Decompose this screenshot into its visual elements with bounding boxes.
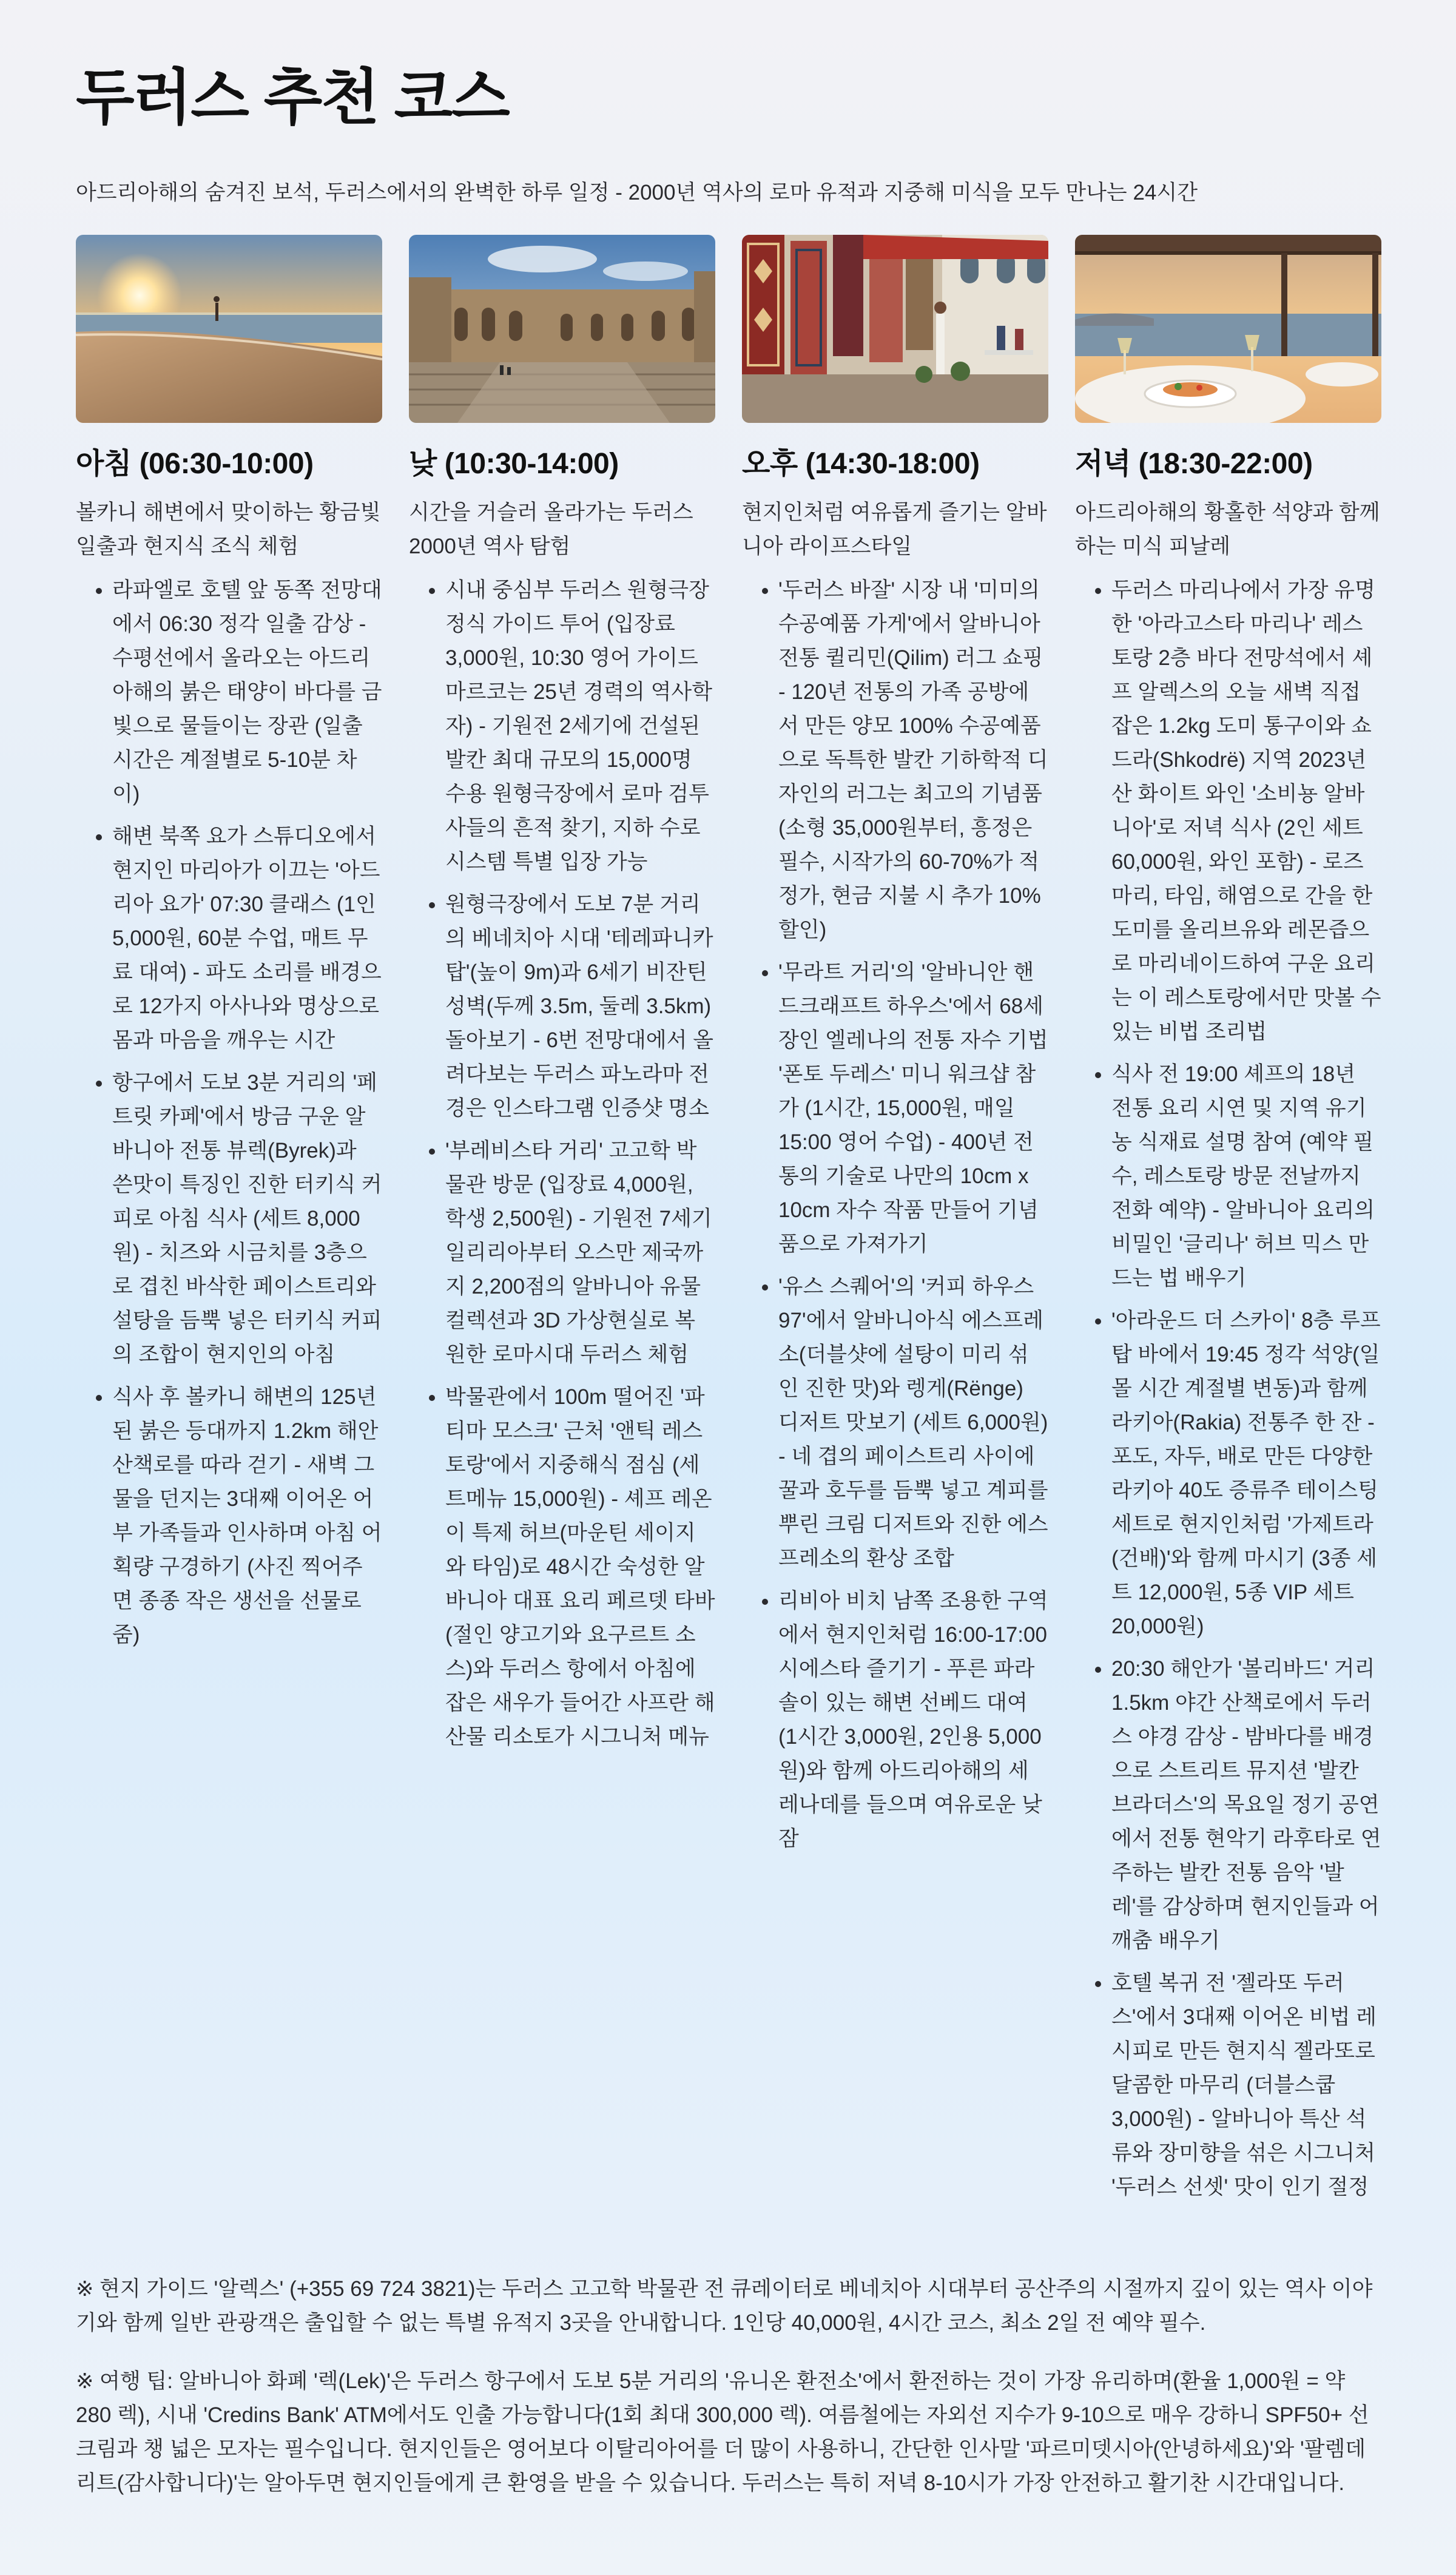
list-item: • '아라운드 더 스카이' 8층 루프탑 바에서 19:45 정각 석양(일몰 시간 계절별 변동)과 함께 라키아(Rakia) 전통주 한 잔 - 포도, 자두, 배로 만든 다양한 라키아 40도 증류주 테이스팅 세트로 현지인처럼 '가제트라(건배)'와 함께 마시기 (3종 세트 12,000원, 5종 VIP 세트 20,000원)	[1111, 1304, 1381, 1644]
list-item: • 20:30 해안가 '볼리바드' 거리 1.5km 야간 산책로에서 두러스 야경 감상 - 밤바다를 배경으로 스트리트 뮤지션 '발칸 브라더스'의 목요일 정기 공연에서 전통 현악기 라후타로 연주하는 발칸 전통 음악 '발레'를 감상하며 현지인들과 어깨춤 배우기	[1111, 1652, 1381, 1958]
list-item: • 식사 후 볼카니 해변의 125년 된 붉은 등대까지 1.2km 해안 산책로를 따라 걷기 - 새벽 그물을 던지는 3대째 이어온 어부 가족들과 인사하며 아침 어획량 구경하기 (사진 찍어주면 종종 작은 생선을 선물로 줌)	[112, 1380, 382, 1652]
page-title: 두러스 추천 코스	[76, 64, 509, 132]
afternoon-column	[742, 235, 1048, 2213]
itinerary-columns	[76, 235, 1380, 2213]
list-item: • 식사 전 19:00 셰프의 18년 전통 요리 시연 및 지역 유기농 식재료 설명 참여 (예약 필수, 레스토랑 방문 전날까지 전화 예약) - 알바니아 요리의 비밀인 '글리나' 허브 믹스 만드는 법 배우기	[1111, 1058, 1381, 1295]
afternoon-lead: 현지인처럼 여유롭게 즐기는 알바니아 라이프스타일	[742, 501, 1047, 558]
list-item: • 박물관에서 100m 떨어진 '파티마 모스크' 근처 '앤틱 레스토랑'에서 지중해식 점심 (세트메뉴 15,000원) - 셰프 레온이 특제 허브(마운틴 세이지와 타임)로 48시간 숙성한 알바니아 대표 요리 페르뎃 타바(절인 양고기와 요구르트 소스)와 두러스 항에서 아침에 잡은 새우가 들어간 사프란 해산물 리소토가 시그니처 메뉴	[445, 1380, 715, 1754]
page-subtitle: 아드리아해의 숨겨진 보석, 두러스에서의 완벽한 하루 일정 - 2000년 역사의 로마 유적과 지중해 미식을 모두 만나는 24시간	[76, 181, 1198, 204]
travel-tip-note: ※ 여행 팁: 알바니아 화폐 '렉(Lek)'은 두러스 항구에서 도보 5분 거리의 '유니온 환전소'에서 환전하는 것이 가장 유리하며(환율 1,000원 = 약 280 렉), 시내 'Credins Bank' ATM에서도 인출 가능합니다(1회 최대 300,000 렉). 여름철에는 자외선 지수가 9-10으로 매우 강하니 SPF50+ 선크림과 챙 넓은 모자는 필수입니다. 현지인들은 영어보다 이탈리아어를 더 많이 사용하니, 간단한 인사말 '파르미뎃시아(안녕하세요)'와 '팔렘데리트(감사합니다)'는 알아두면 현지인들에게 큰 환영을 받을 수 있습니다. 두러스는 특히 저녁 8-10시가 가장 안전하고 활기찬 시간대입니다.	[76, 2369, 1369, 2495]
list-item: • '부레비스타 거리' 고고학 박물관 방문 (입장료 4,000원, 학생 2,500원) - 기원전 7세기 일리리아부터 오스만 제국까지 2,200점의 알바니아 유물 컬렉션과 3D 가상현실로 복원한 로마시대 두러스 체험	[445, 1134, 715, 1372]
list-item: • 두러스 마리나에서 가장 유명한 '아라고스타 마리나' 레스토랑 2층 바다 전망석에서 셰프 알렉스의 오늘 새벽 직접 잡은 1.2kg 도미 통구이와 쇼드라(Shkodrë) 지역 2023년산 화이트 와인 '소비뇽 알바니아'로 저녁 식사 (2인 세트 60,000원, 와인 포함) - 로즈마리, 타임, 해염으로 간을 한 도미를 올리브유와 레몬즙으로 마리네이드하여 구운 요리는 이 레스토랑에서만 맛볼 수 있는 비법 조리법	[1111, 573, 1381, 1049]
evening-heading: 저녁 (18:30-22:00)	[1075, 448, 1313, 480]
midday-heading: 낮 (10:30-14:00)	[409, 448, 619, 480]
guide-note: ※ 현지 가이드 '알렉스' (+355 69 724 3821)는 두러스 고고학 박물관 전 큐레이터로 베네치아 시대부터 공산주의 시절까지 깊이 있는 역사 이야기와 함께 일반 관광객은 출입할 수 없는 특별 유적지 3곳을 안내합니다. 1인당 40,000원, 4시간 코스, 최소 2일 전 예약 필수.	[76, 2277, 1373, 2335]
morning-heading: 아침 (06:30-10:00)	[76, 448, 314, 480]
evening-lead: 아드리아해의 황홀한 석양과 함께하는 미식 피날레	[1075, 501, 1380, 558]
list-item: • 시내 중심부 두러스 원형극장 정식 가이드 투어 (입장료 3,000원, 10:30 영어 가이드 마르코는 25년 경력의 역사학자) - 기원전 2세기에 건설된 발칸 최대 규모의 15,000명 수용 원형극장에서 로마 검투사들의 흔적 찾기, 지하 수로 시스템 특별 입장 가능	[445, 573, 715, 879]
list-item: • 리비아 비치 남쪽 조용한 구역에서 현지인처럼 16:00-17:00 시에스타 즐기기 - 푸른 파라솔이 있는 해변 선베드 대여 (1시간 3,000원, 2인용 5,000원)와 함께 아드리아해의 세레나데를 들으며 여유로운 낮잠	[778, 1584, 1048, 1856]
morning-lead: 볼카니 해변에서 맞이하는 황금빛 일출과 현지식 조식 체험	[76, 501, 381, 558]
beach-sunrise-yoga-photo	[76, 235, 382, 423]
list-item: • 항구에서 도보 3분 거리의 '페트릿 카페'에서 방금 구운 알바니아 전통 뷰렉(Byrek)과 쓴맛이 특징인 진한 터키식 커피로 아침 식사 (세트 8,000원) - 치즈와 시금치를 3층으로 겹친 바삭한 페이스트리와 설탕을 듬뿍 넣은 터키식 커피의 조합이 현지인의 아침	[112, 1066, 382, 1372]
afternoon-heading: 오후 (14:30-18:00)	[742, 448, 980, 480]
evening-list	[1075, 573, 1381, 2204]
seaside-terrace-dinner-photo	[1075, 235, 1381, 423]
list-item: • 원형극장에서 도보 7분 거리의 베네치아 시대 '테레파니카탑'(높이 9m)과 6세기 비잔틴 성벽(두께 3.5m, 둘레 3.5km) 돌아보기 - 6번 전망대에서 올려다보는 두러스 파노라마 전경은 인스타그램 인증샷 명소	[445, 888, 715, 1126]
midday-list	[409, 573, 715, 1754]
list-item: • 라파엘로 호텔 앞 동쪽 전망대에서 06:30 정각 일출 감상 - 수평선에서 올라오는 아드리아해의 붉은 태양이 바다를 금빛으로 물들이는 장관 (일출 시간은 계절별로 5-10분 차이)	[112, 573, 382, 811]
morning-list	[76, 573, 382, 1652]
midday-lead: 시간을 거슬러 올라가는 두러스 2000년 역사 탐험	[409, 501, 693, 558]
evening-column	[1075, 235, 1381, 2213]
list-item: • '두러스 바잘' 시장 내 '미미의 수공예품 가게'에서 알바니아 전통 퀼리민(Qilim) 러그 쇼핑 - 120년 전통의 가족 공방에서 만든 양모 100% 수공예품으로 독특한 발칸 기하학적 디자인의 러그는 최고의 기념품 (소형 35,000원부터, 흥정은 필수, 시작가의 60-70%가 적정가, 현금 지불 시 추가 10% 할인)	[778, 573, 1048, 947]
list-item: • 해변 북쪽 요가 스튜디오에서 현지인 마리아가 이끄는 '아드리아 요가' 07:30 클래스 (1인 5,000원, 60분 수업, 매트 무료 대여) - 파도 소리를 배경으로 12가지 아사나와 명상으로 몸과 마음을 깨우는 시간	[112, 820, 382, 1058]
list-item: • '무라트 거리'의 '알바니안 핸드크래프트 하우스'에서 68세 장인 엘레나의 전통 자수 기법 '폰토 두레스' 미니 워크샵 참가 (1시간, 15,000원, 매일 15:00 영어 수업) - 400년 전통의 기술로 나만의 10cm x 10cm 자수 작품 만들어 기념품으로 가져가기	[778, 956, 1048, 1261]
notes-section	[76, 2272, 1380, 2525]
roman-amphitheater-photo	[409, 235, 715, 423]
morning-column	[76, 235, 382, 2213]
list-item: • 호텔 복귀 전 '젤라또 두러스'에서 3대째 이어온 비법 레시피로 만든 현지식 젤라또로 달콤한 마무리 (더블스쿱 3,000원) - 알바니아 특산 석류와 장미향을 섞은 시그니처 '두러스 선셋' 맛이 인기 절정	[1111, 1966, 1381, 2204]
rug-bazaar-street-photo	[742, 235, 1048, 423]
list-item: • '유스 스퀘어'의 '커피 하우스 97'에서 알바니아식 에스프레소(더블샷에 설탕이 미리 섞인 진한 맛)와 렝게(Rënge) 디저트 맛보기 (세트 6,000원) - 네 겹의 페이스트리 사이에 꿀과 호두를 듬뿍 넣고 계피를 뿌린 크림 디저트와 진한 에스프레소의 환상 조합	[778, 1270, 1048, 1576]
midday-column	[409, 235, 715, 2213]
afternoon-list	[742, 573, 1048, 1856]
